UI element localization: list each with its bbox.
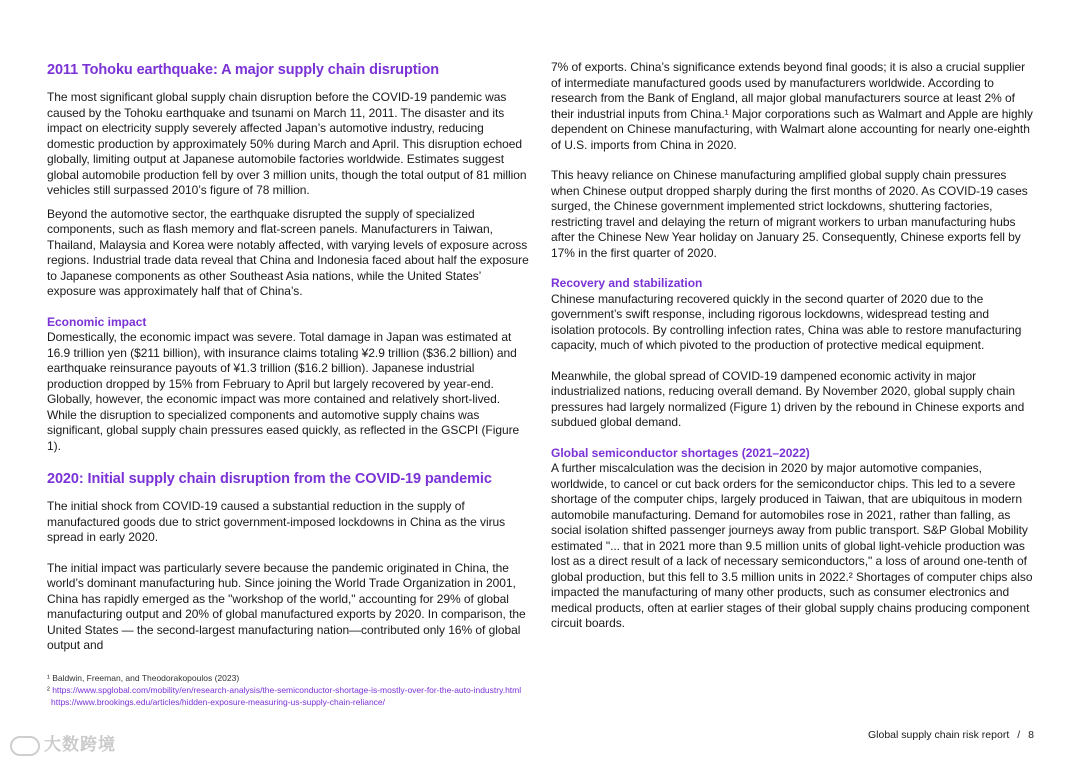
footnote-2-continued: [47, 696, 521, 708]
tohoku-paragraph-2: Beyond the automotive sector, the earthquake disrupted the supply of specialized components, such as flash memory and flat-screen panels. Manufacturers in Taiwan, Thailand, Malaysia and Korea were notably affected, with varying levels of exposure across regions. Industrial trade data reveal that China and Indonesia faced about half the exposure to Japanese components as other Southeast Asia nations, while the United States’ exposure was approximately half that of China’s.: [47, 206, 529, 298]
watermark-text: 大数跨境: [44, 735, 116, 754]
footer-separator: /: [1017, 729, 1021, 741]
recovery-paragraph: Chinese manufacturing recovered quickly in the second quarter of 2020 due to the government’s swift response, including rigorous lockdowns, widespread testing and isolation protocols. By controlling infection rates, China was able to restore manufacturing capacity, much of which pivoted to the production of protective medical equipment.: [551, 291, 1022, 352]
footnote-1: ¹ Baldwin, Freeman, and Theodorakopoulos (2023): [47, 673, 240, 683]
report-title: Global supply chain risk report: [868, 729, 1010, 741]
tohoku-paragraph-1: The most significant global supply chain disruption before the COVID-19 pandemic was caused by the Tohoku earthquake and tsunami on March 11, 2011. The disaster and its impact on electricity supply severely affected Japan’s automotive industry, reducing domestic production by approximately 50% during March and April. This disruption echoed globally, limiting output at Japanese automobile factories worldwide. Estimates suggest global automobile production fell by over 3 million units, though the total output of 81 million vehicles still surpassed 2010’s figure of 78 million.: [47, 90, 527, 197]
subheading-economic-impact: Economic impact: [47, 314, 147, 329]
watermark-logo-icon: [10, 736, 40, 756]
footnote-link-brookings[interactable]: https://www.brookings.edu/articles/hidden-exposure-measuring-us-supply-chain-reliance/: [51, 697, 386, 707]
reliance-paragraph: This heavy reliance on Chinese manufacturing amplified global supply chain pressures when Chinese output dropped sharply during the first months of 2020. As COVID-19 cases surged, the Chinese government implemented strict lockdowns, shuttering factories, restricting travel and delaying the return of migrant workers to urban manufacturing hubs after the Chinese New Year holiday on January 25. Consequently, Chinese exports fell by 17% in the first quarter of 2020.: [551, 168, 1028, 260]
left-column: [47, 60, 529, 662]
footnote-2-marker: ²: [47, 685, 53, 695]
section-heading-covid: 2020: Initial supply chain disruption from the COVID-19 pandemic: [47, 471, 492, 487]
subheading-recovery: Recovery and stabilization: [551, 276, 703, 290]
page-number: 8: [1028, 729, 1034, 741]
demand-paragraph: Meanwhile, the global spread of COVID-19 dampened economic activity in major industrialized nations, reducing overall demand. By November 2020, global supply chain pressures had largely normalized (Figure 1) driven by the rebound in Chinese exports and subdued global demand.: [551, 368, 1025, 429]
covid-paragraph-2: The initial impact was particularly severe because the pandemic originated in China, the world’s dominant manufacturing hub. Since joining the World Trade Organization in 2001, China has rapidly emerged as the "workshop of the world," accounting for 29% of global manufacturing output and 20% of global manufactured exports by 2020. In comparison, the United States — the second-largest manufacturing nation—contributed only 16% of global output and: [47, 560, 526, 652]
page-footer: [868, 729, 1034, 741]
covid-paragraph-1: The initial shock from COVID-19 caused a substantial reduction in the supply of manufactured goods due to strict government-imposed lockdowns in China as the virus spread in early 2020.: [47, 499, 506, 544]
footnote-link-spglobal[interactable]: https://www.spglobal.com/mobility/en/research-analysis/the-semiconductor-shortage-is-mostly-over-for-the-auto-industry.html: [52, 685, 522, 695]
watermark: [10, 730, 116, 756]
subheading-semiconductor: Global semiconductor shortages (2021–2022): [551, 445, 810, 460]
semiconductor-paragraph: A further miscalculation was the decision in 2020 by major automotive companies, worldwide, to cancel or cut back orders for the semiconductor chips. This led to a severe shortage of the computer chips, largely produced in Taiwan, that are ubiquitous in modern automobile manufacturing. Demand for automobiles rose in 2021, rather than falling, as social isolation shifted passenger journeys away from public transport. S&P Global Mobility estimated "... that in 2021 more than 9.5 million units of global light-vehicle production was lost as a direct result of a lack of necessary semiconductors," a loss of around one-tenth of global production, but this fell to 3.5 million units in 2022.² Shortages of computer chips also impacted the manufacturing of many other products, such as consumer electronics and medical products, often at earlier stages of their global supply chains producing component circuit boards.: [551, 461, 1033, 630]
right-column: [551, 60, 1033, 640]
footnotes: [47, 672, 521, 708]
china-exports-paragraph: 7% of exports. China’s significance extends beyond final goods; it is also a crucial supplier of intermediate manufactured goods used by manufacturers worldwide. According to research from the Bank of England, all major global manufacturers source at least 2% of their industrial inputs from China.¹ Major corporations such as Walmart and Apple are highly dependent on Chinese manufacturing, with Walmart alone accounting for nearly one-eighth of U.S. imports from China in 2020.: [551, 60, 1033, 152]
footnote-2: [47, 684, 521, 696]
economic-impact-paragraph: Domestically, the economic impact was severe. Total damage in Japan was estimated at 16.9 trillion yen ($211 billion), with insurance claims totaling ¥2.9 trillion ($36.2 billion) and earthquake reinsurance payouts of ¥1.3 trillion ($16.2 billion). Japanese industrial production dropped by 15% from February to April but largely recovered by year-end. Globally, however, the economic impact was more contained and relatively short-lived. While the disruption to specialized components and automotive supply chains was significant, global supply chain pressures eased quickly, as reflected in the GSCPI (Figure 1).: [47, 330, 520, 453]
section-heading-tohoku: 2011 Tohoku earthquake: A major supply chain disruption: [47, 62, 439, 78]
